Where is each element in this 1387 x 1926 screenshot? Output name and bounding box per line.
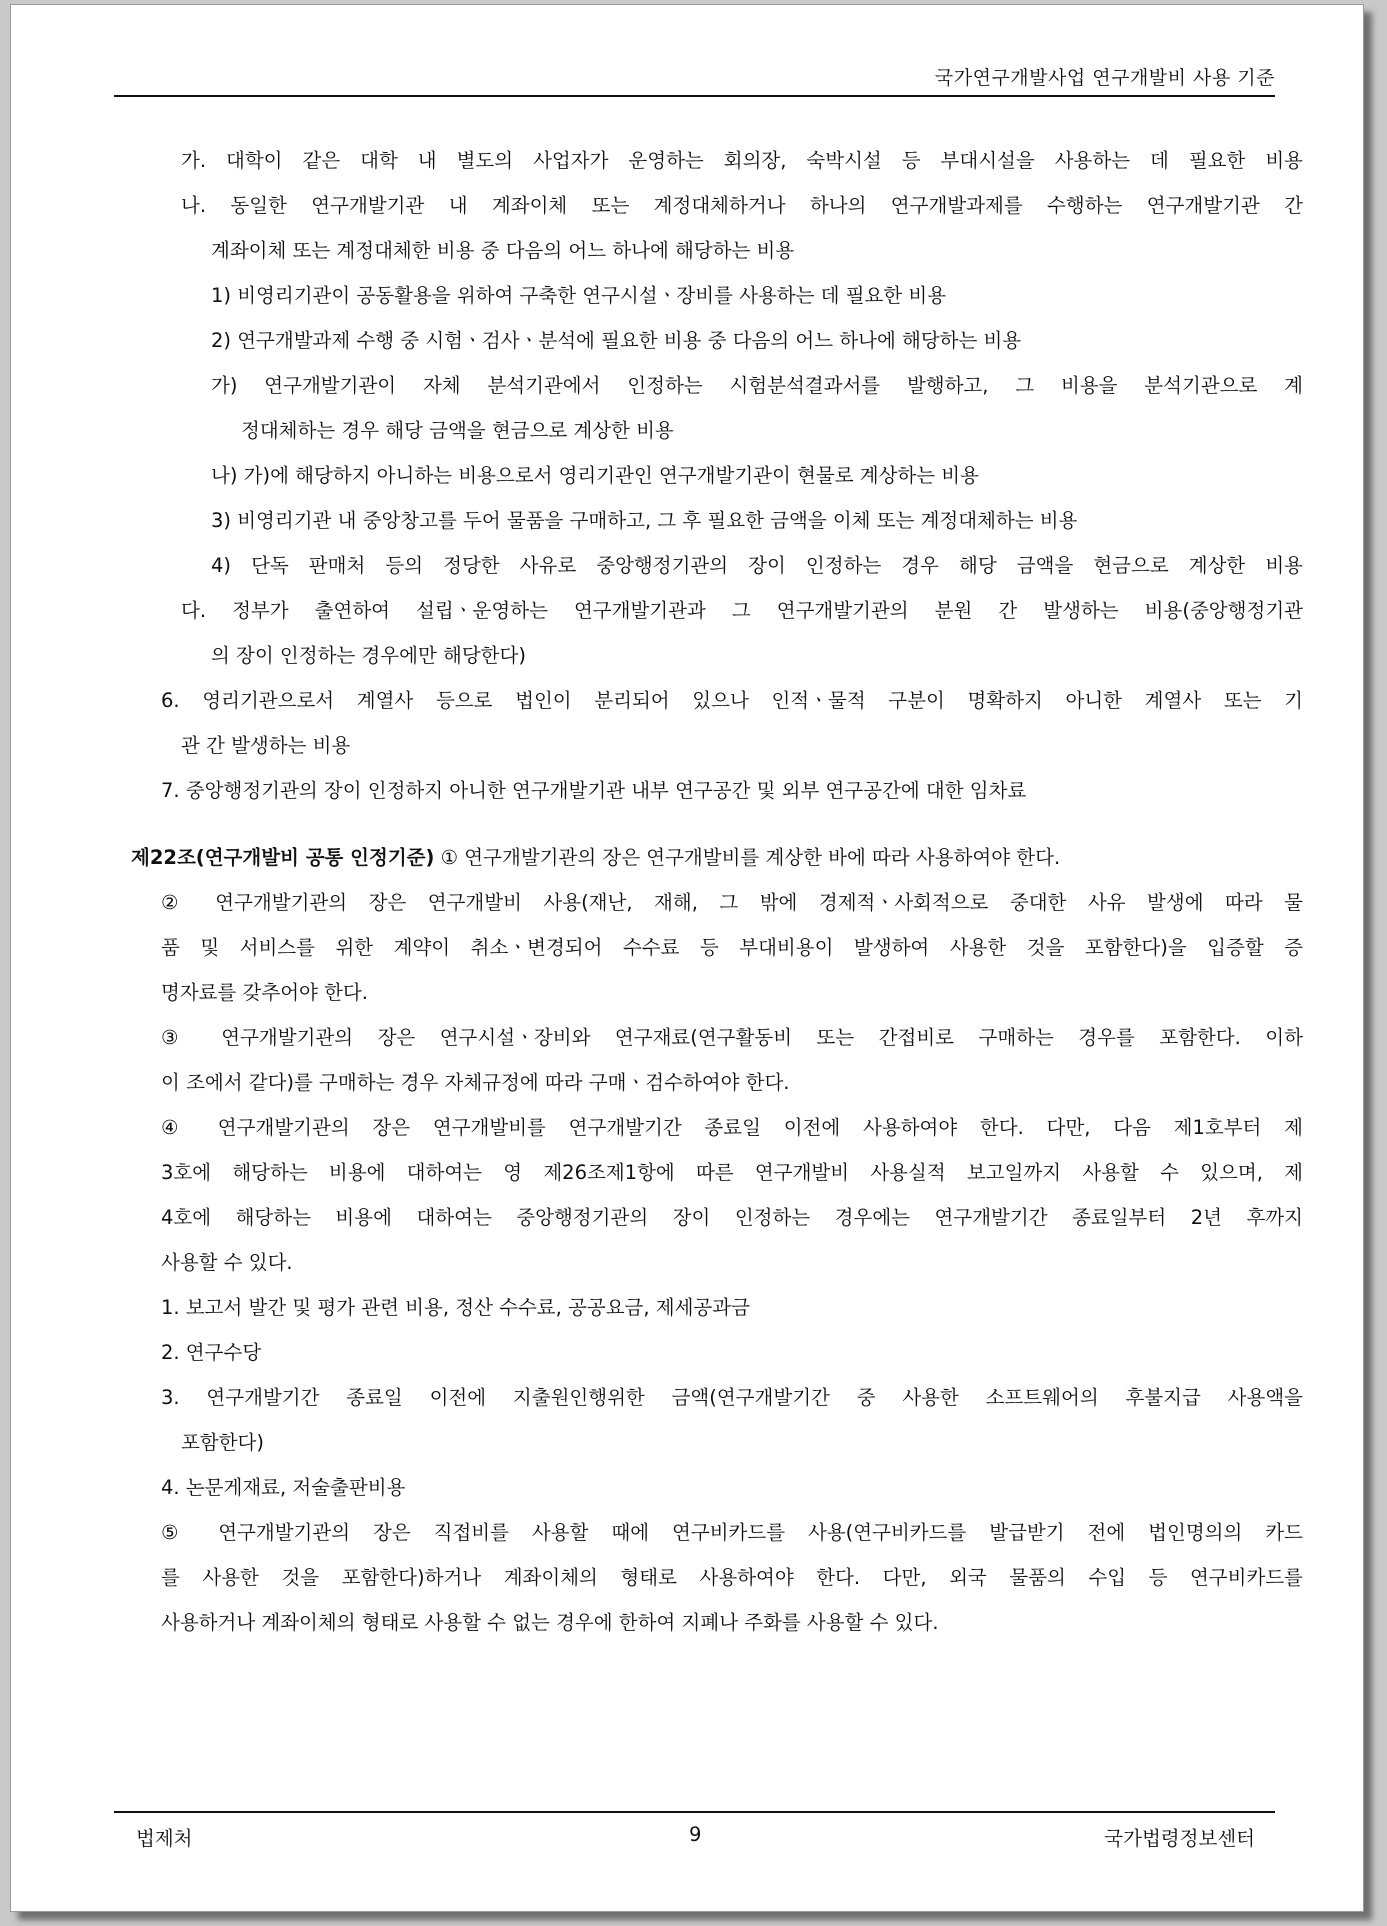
text-line: 3. 연구개발기간 종료일 이전에 지출원인행위한 금액(연구개발기간 중 사용한 소프트웨어의 후불지급 사용액을 [161,1386,1303,1409]
text-line: 품 및 서비스를 위한 계약이 취소ㆍ변경되어 수수료 등 부대비용이 발생하여 사용한 것을 포함한다)을 입증할 증 [161,936,1303,959]
text-line: 7. 중앙행정기관의 장이 인정하지 아니한 연구개발기관 내부 연구공간 및 외부 연구공간에 대한 임차료 [161,779,1027,802]
text-line: 사용하거나 계좌이체의 형태로 사용할 수 없는 경우에 한하여 지폐나 주화를 사용할 수 있다. [161,1611,939,1634]
header-rule [114,95,1275,97]
text-line: 를 사용한 것을 포함한다)하거나 계좌이체의 형태로 사용하여야 한다. 다만, 외국 물품의 수입 등 연구비카드를 [161,1566,1303,1589]
text-line: 2. 연구수당 [161,1341,262,1364]
text-line: 관 간 발생하는 비용 [181,734,351,757]
text-line: 가) 연구개발기관이 자체 분석기관에서 인정하는 시험분석결과서를 발행하고, 그 비용을 분석기관으로 계 [211,374,1303,397]
text-line: ⑤ 연구개발기관의 장은 직접비를 사용할 때에 연구비카드를 사용(연구비카드를 발급받기 전에 법인명의의 카드 [161,1521,1303,1544]
text-line: 가. 대학이 같은 대학 내 별도의 사업자가 운영하는 회의장, 숙박시설 등 부대시설을 사용하는 데 필요한 비용 [181,149,1303,172]
footer-source: 국가법령정보센터 [1104,1827,1255,1850]
text-line: 사용할 수 있다. [161,1251,293,1274]
footer-publisher: 법제처 [136,1827,193,1850]
text-line: 나) 가)에 해당하지 아니하는 비용으로서 영리기관인 연구개발기관이 현물로 계상하는 비용 [211,464,979,487]
page-number: 9 [689,1823,702,1846]
text-line: 4호에 해당하는 비용에 대하여는 중앙행정기관의 장이 인정하는 경우에는 연구개발기간 종료일부터 2년 후까지 [161,1206,1303,1229]
text-line: 나. 동일한 연구개발기관 내 계좌이체 또는 계정대체하거나 하나의 연구개발과제를 수행하는 연구개발기관 간 [181,194,1303,217]
text-line: 6. 영리기관으로서 계열사 등으로 법인이 분리되어 있으나 인적ㆍ물적 구분이 명확하지 아니한 계열사 또는 기 [161,689,1303,712]
footer-rule [114,1811,1275,1813]
text-line: ③ 연구개발기관의 장은 연구시설ㆍ장비와 연구재료(연구활동비 또는 간접비로 구매하는 경우를 포함한다. 이하 [161,1026,1303,1049]
text-line: 정대체하는 경우 해당 금액을 현금으로 계상한 비용 [241,419,674,442]
text-line: ④ 연구개발기관의 장은 연구개발비를 연구개발기간 종료일 이전에 사용하여야 한다. 다만, 다음 제1호부터 제 [161,1116,1303,1139]
text-line: ② 연구개발기관의 장은 연구개발비 사용(재난, 재해, 그 밖에 경제적ㆍ사회적으로 중대한 사유 발생에 따라 물 [161,891,1303,914]
text-line: 계좌이체 또는 계정대체한 비용 중 다음의 어느 하나에 해당하는 비용 [211,239,795,262]
text-line: 의 장이 인정하는 경우에만 해당한다) [211,644,526,667]
text-line: 포함한다) [181,1431,264,1454]
text-line: 4. 논문게재료, 저술출판비용 [161,1476,406,1499]
text-line: 1. 보고서 발간 및 평가 관련 비용, 정산 수수료, 공공요금, 제세공과금 [161,1296,750,1319]
text-line: 이 조에서 같다)를 구매하는 경우 자체규정에 따라 구매ㆍ검수하여야 한다. [161,1071,790,1094]
text-line: 3) 비영리기관 내 중앙창고를 두어 물품을 구매하고, 그 후 필요한 금액을 이체 또는 계정대체하는 비용 [211,509,1078,532]
text-line: 다. 정부가 출연하여 설립ㆍ운영하는 연구개발기관과 그 연구개발기관의 분원 간 발생하는 비용(중앙행정기관 [181,599,1303,622]
header-title: 국가연구개발사업 연구개발비 사용 기준 [934,67,1275,89]
text-line: 3호에 해당하는 비용에 대하여는 영 제26조제1항에 따른 연구개발비 사용실적 보고일까지 사용할 수 있으며, 제 [161,1161,1303,1184]
article-text: ① 연구개발기관의 장은 연구개발비를 계상한 바에 따라 사용하여야 한다. [440,846,1061,869]
text-line: 명자료를 갖추어야 한다. [161,981,368,1004]
text-line: 2) 연구개발과제 수행 중 시험ㆍ검사ㆍ분석에 필요한 비용 중 다음의 어느 하나에 해당하는 비용 [211,329,1022,352]
document-page [10,4,1364,1912]
text-line: 1) 비영리기관이 공동활용을 위하여 구축한 연구시설ㆍ장비를 사용하는 데 필요한 비용 [211,284,947,307]
article-heading: 제22조(연구개발비 공통 인정기준) [131,846,435,869]
article-22-line [131,845,1060,871]
text-line: 4) 단독 판매처 등의 정당한 사유로 중앙행정기관의 장이 인정하는 경우 해당 금액을 현금으로 계상한 비용 [211,554,1303,577]
